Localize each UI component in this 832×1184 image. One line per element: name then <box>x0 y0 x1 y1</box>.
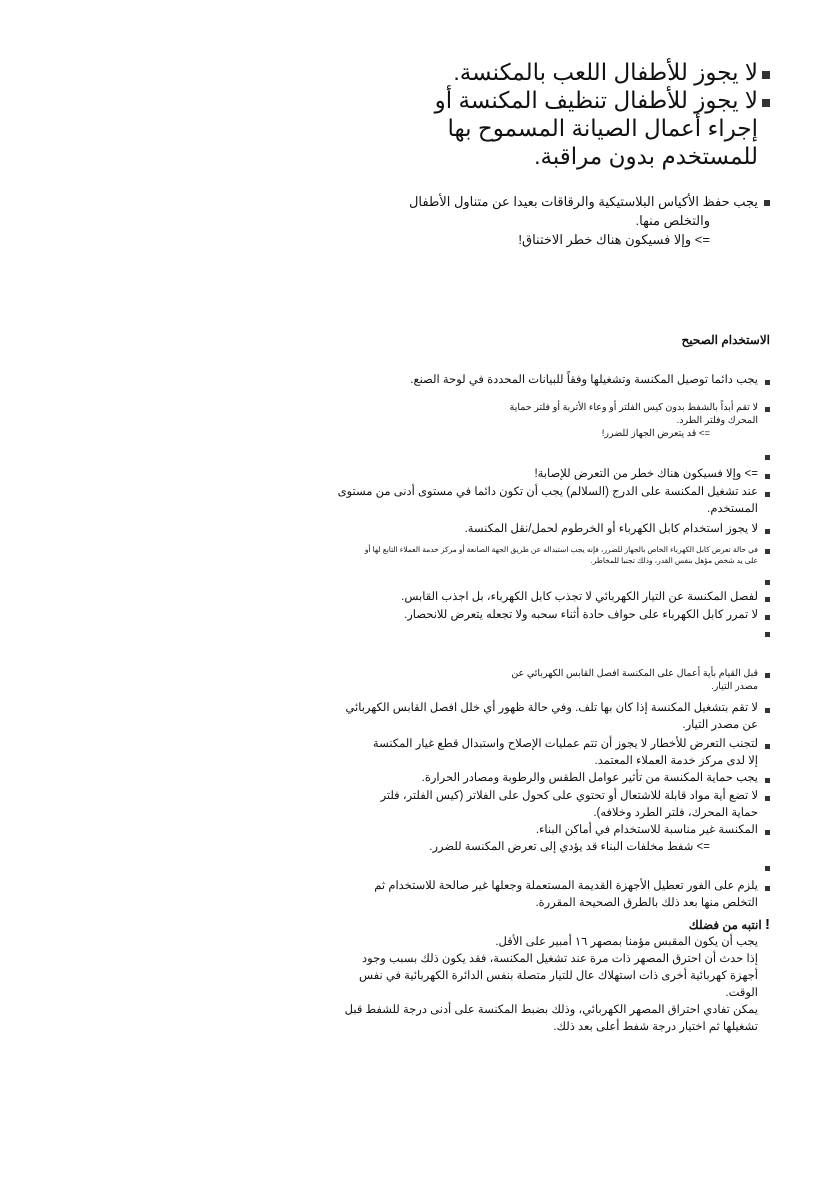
item-text <box>350 449 758 462</box>
item-text: التخلص منها بعد ذلك بالطرق الصحيحة المقررة. <box>535 897 758 909</box>
item-text: يجب دائما توصيل المكنسة وتشغيلها وفقاً للبيانات المحددة في لوحة الصنع. <box>410 374 758 386</box>
item-text: لا تضع أية مواد قابلة للاشتعال أو تحتوي على كحول على الفلاتر (كيس الفلتر، فلتر <box>380 790 758 802</box>
item-text: المستخدم. <box>707 503 758 515</box>
bullet-icon <box>765 830 770 835</box>
list-item <box>350 86 770 170</box>
item-text: عند تشغيل المكنسة على الدرج (السلالم) يجب أن تكون دائما في مستوى أدنى من مستوى <box>337 486 758 498</box>
item-text: عن مصدر التيار. <box>682 719 758 731</box>
item-text <box>350 627 758 638</box>
notice-title: انتبه من فضلك <box>688 918 762 932</box>
list-item <box>350 607 770 624</box>
list-item <box>337 484 770 518</box>
bullet-icon <box>765 866 770 871</box>
item-text: يجب حماية المكنسة من تأثير عوامل الطقس والرطوبة ومصادر الحرارة. <box>421 772 758 784</box>
bullet-icon <box>764 200 770 206</box>
item-text: لفصل المكنسة عن التيار الكهربائي لا تجذب كابل الكهرباء، بل اجذب القابس. <box>401 591 758 603</box>
list-item <box>350 822 770 856</box>
bullet-icon <box>765 492 770 497</box>
bullet-icon <box>762 71 770 79</box>
list-item <box>350 449 770 462</box>
item-text: حماية المحرك، فلتر الطرد وخلافه). <box>593 807 758 819</box>
item-text: يجب حفظ الأكياس البلاستيكية والرقاقات بعيدا عن متناول الأطفال <box>408 194 758 209</box>
item-text: لتجنب التعرض للأخطار لا يجوز أن تتم عمليات الإصلاح واستبدال قطع غيار المكنسة <box>372 738 758 750</box>
section-title: الاستخدام الصحيح <box>681 333 770 347</box>
item-text: إجراء أعمال الصيانة المسموح بها <box>447 115 758 141</box>
list-item <box>350 544 770 566</box>
notice-line: يمكن تفادي احتراق المصهر الكهربائي، وذلك بضبط المكنسة على أدنى درجة للشفط قبل <box>344 1004 758 1016</box>
list-item <box>350 372 770 389</box>
list-item <box>350 521 770 538</box>
item-text: للمستخدم بدون مراقبة. <box>534 143 758 169</box>
bullet-icon <box>765 632 770 637</box>
bullet-icon <box>762 99 770 107</box>
list-item <box>350 770 770 787</box>
item-text <box>350 575 758 586</box>
bullet-icon <box>765 796 770 801</box>
notice-heading <box>689 916 770 933</box>
item-text: على يد شخص مؤهل بنفس القدر، وذلك تجنبا للمخاطر. <box>590 556 758 565</box>
bullet-icon <box>765 474 770 479</box>
list-item <box>350 192 770 249</box>
list-item <box>350 575 770 586</box>
list-item <box>350 736 770 770</box>
item-text: لا تقم بتشغيل المكنسة إذا كان بها تلف. وفي حالة ظهور أي خلل افصل القابس الكهربائي <box>345 702 758 714</box>
list-item <box>350 58 770 86</box>
notice-line: أجهزة كهربائية أخرى ذات استهلاك عال للتيار متصلة بنفس الدائرة الكهربائية في نفس <box>359 970 758 982</box>
bullet-icon <box>765 380 770 385</box>
list-item <box>350 861 770 872</box>
bullet-icon <box>765 597 770 602</box>
bullet-icon <box>765 529 770 534</box>
bullet-icon <box>765 708 770 713</box>
item-text: قبل القيام بأية أعمال على المكنسة افصل القابس الكهربائي عن <box>511 668 758 679</box>
item-text: => وإلا فسيكون هناك خطر من التعرض للإصابة! <box>534 468 758 480</box>
bullet-icon <box>765 455 770 460</box>
notice-line: يجب أن يكون المقبس مؤمنا بمصهر ١٦ أمبير على الأقل. <box>495 936 758 948</box>
list-item <box>350 788 770 822</box>
item-text: المحرك وفلتر الطرد. <box>676 415 758 426</box>
item-text: لا تقم أبداً بالشفط بدون كيس الفلتر أو وعاء الأتربة أو فلتر حماية <box>509 402 758 413</box>
item-text <box>350 861 758 872</box>
item-text: مصدر التيار. <box>711 681 758 692</box>
item-text: => شفط مخلفات البناء قد يؤدي إلى تعرض المكنسة للضرر. <box>429 841 710 853</box>
notice-line: تشغيلها ثم اختيار درجة شفط أعلى بعد ذلك. <box>553 1021 758 1033</box>
item-text: لا يجوز للأطفال تنظيف المكنسة أو <box>434 87 758 113</box>
item-text: المكنسة غير مناسبة للاستخدام في أماكن البناء. <box>535 824 758 836</box>
item-text: إلا لدى مركز خدمة العملاء المعتمد. <box>594 755 758 767</box>
bullet-icon <box>765 744 770 749</box>
bullet-icon <box>765 778 770 783</box>
list-item <box>350 589 770 606</box>
item-text: لا يجوز للأطفال اللعب بالمكنسة. <box>453 59 758 85</box>
item-text: والتخلص منها. <box>635 213 710 228</box>
warning-icon: ! <box>765 916 770 933</box>
notice-line: الوقت. <box>725 987 758 999</box>
item-text: => قد يتعرض الجهاز للضرر! <box>601 428 710 439</box>
bullet-icon <box>765 580 770 585</box>
list-item <box>350 878 770 912</box>
bullet-icon <box>765 886 770 891</box>
list-item <box>345 700 770 734</box>
list-item <box>350 466 770 483</box>
list-item <box>350 667 770 693</box>
bullet-icon <box>765 615 770 620</box>
notice-body <box>344 934 758 1036</box>
item-note: => وإلا فسيكون هناك خطر الاختناق! <box>518 232 710 247</box>
notice-line: إذا حدث أن احترق المصهر ذات مرة عند تشغيل المكنسة، فقد يكون ذلك بسبب وجود <box>362 953 758 965</box>
bullet-icon <box>765 407 770 412</box>
item-text: لا تمرر كابل الكهرباء على حواف حادة أثناء سحبه ولا تجعله يتعرض للانحصار. <box>404 609 758 621</box>
bullet-icon <box>765 549 770 554</box>
item-text: لا يجوز استخدام كابل الكهرباء أو الخرطوم لحمل/نقل المكنسة. <box>464 523 758 535</box>
item-text: في حالة تعرض كابل الكهرباء الخاص بالجهاز للضرر، فإنه يجب استبداله عن طريق الجهة الصانعة أو مركز خدمة العملاء التابع لها أو <box>364 545 758 554</box>
list-item <box>350 401 770 440</box>
item-text: يلزم على الفور تعطيل الأجهزة القديمة المستعملة وجعلها غير صالحة للاستخدام ثم <box>374 880 758 892</box>
bullet-icon <box>765 673 770 678</box>
list-item <box>350 627 770 638</box>
